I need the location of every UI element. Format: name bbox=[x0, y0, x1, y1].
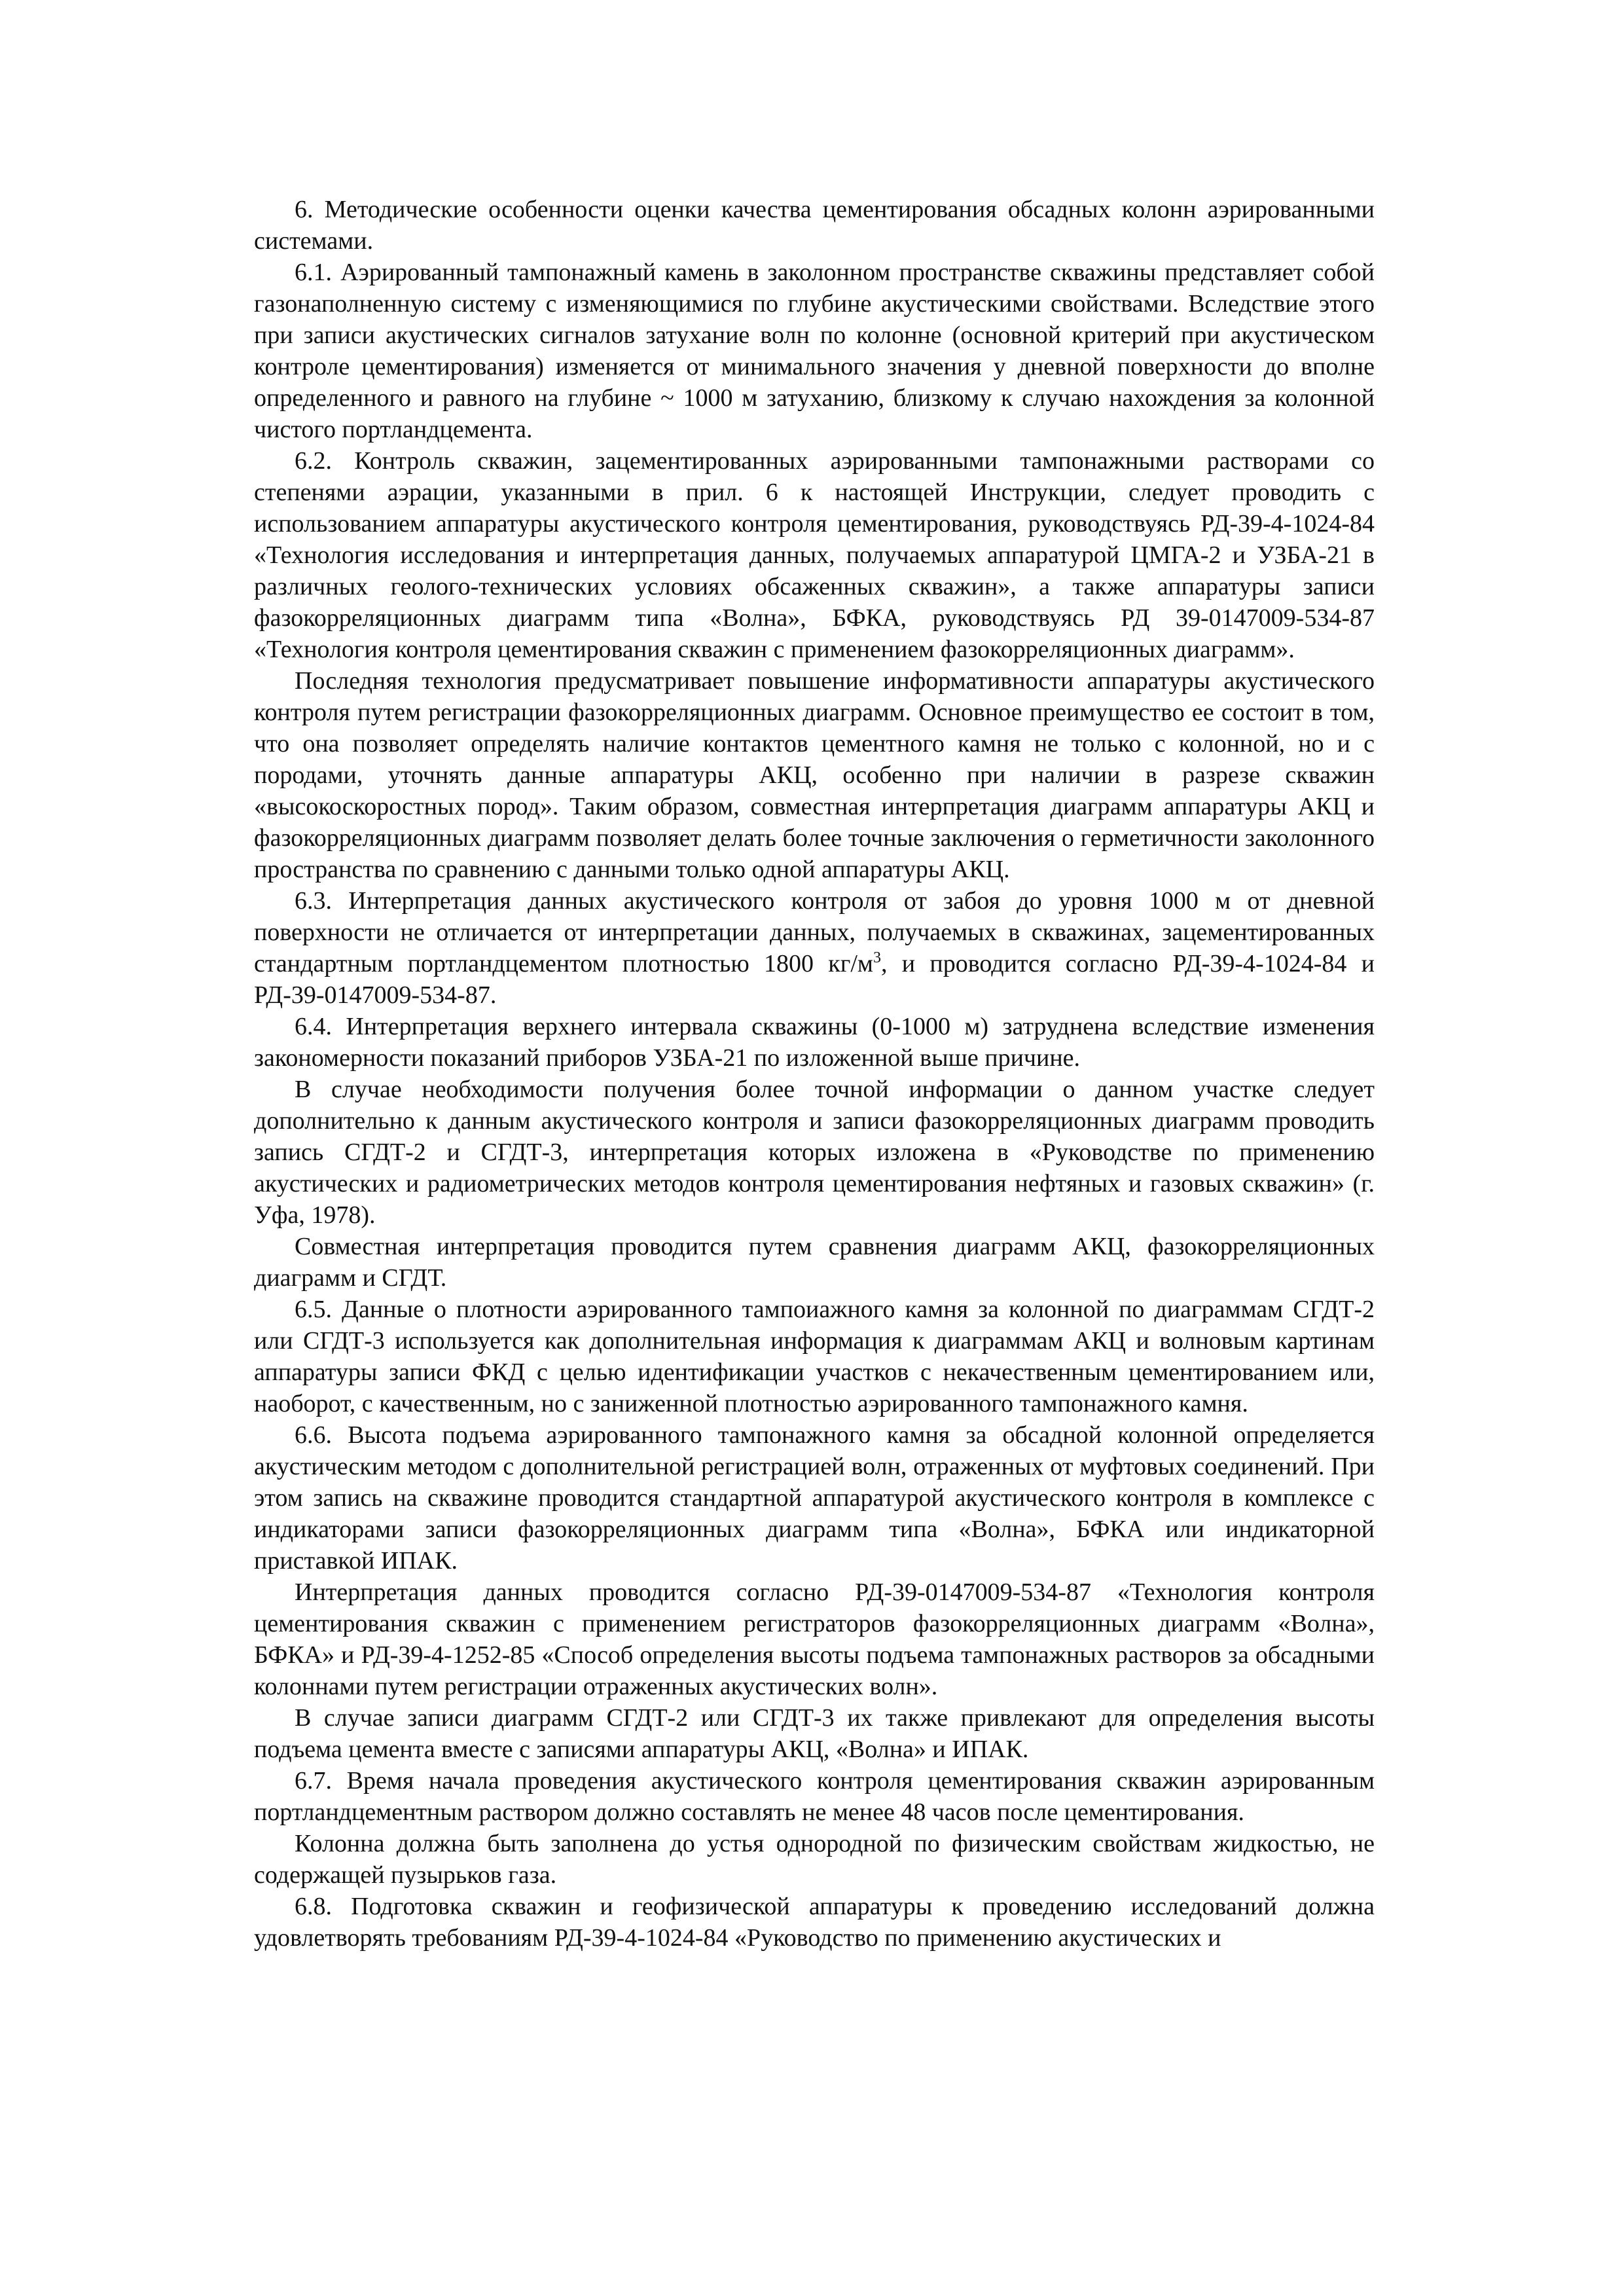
paragraph-6-6-sgdt: В случае записи диаграмм СГДТ-2 или СГДТ-3 их также привлекают для определения высоты подъема цемента вместе с записями аппаратуры АКЦ, «Волна» и ИПАК. bbox=[254, 1704, 1375, 1763]
paragraph-6-3-text-end: , и проводится согласно РД-39-4-1024-84 и РД-39-0147009-534-87. bbox=[254, 950, 1375, 1009]
paragraph-6-3-text: 6.3. Интерпретация данных акустического контроля от забоя до уровня 1000 м от дневной поверхности не отличается от интерпретации данных, получаемых в скважинах, зацементированных стандартным портландцементом плотностью 1800 кг/м bbox=[254, 887, 1375, 977]
paragraph-6-7: 6.7. Время начала проведения акустического контроля цементирования скважин аэрированным портландцементным раствором должно составлять не менее 48 часов после цементирования. bbox=[254, 1767, 1375, 1826]
paragraph-section-6-title: 6. Методические особенности оценки качества цементирования обсадных колонн аэрированными системами. bbox=[254, 196, 1375, 255]
paragraph-6-7-column: Колонна должна быть заполнена до устья однородной по физическим свойствам жидкостью, не содержащей пузырьков газа. bbox=[254, 1830, 1375, 1889]
paragraph-6-3 bbox=[254, 885, 1375, 1011]
document-page bbox=[254, 194, 1375, 1954]
paragraph-6-6: 6.6. Высота подъема аэрированного тампонажного камня за обсадной колонной определяется акустическим методом с дополнительной регистрацией волн, отраженных от муфтовых соединений. При этом запись на скважине проводится стандартной аппаратурой акустического контроля в комплексе с индикаторами записи фазокорреляционных диаграмм типа «Волна», БФКА или индикаторной приставкой ИПАК. bbox=[254, 1421, 1375, 1575]
paragraph-6-5: 6.5. Данные о плотности аэрированного тампоиажного камня за колонной по диаграммам СГДТ-2 или СГДТ-3 используется как дополнительная информация к диаграммам АКЦ и волновым картинам аппаратуры записи ФКД с целью идентификации участков с некачественным цементированием или, наоборот, с качественным, но с заниженной плотностью аэрированного тампонажного камня. bbox=[254, 1296, 1375, 1417]
paragraph-6-4: 6.4. Интерпретация верхнего интервала скважины (0-1000 м) затруднена вследствие изменения закономерности показаний приборов УЗБА-21 по изложенной выше причине. bbox=[254, 1013, 1375, 1072]
paragraph-6-4-continued: В случае необходимости получения более точной информации о данном участке следует дополнительно к данным акустического контроля и записи фазокорреляционных диаграмм проводить запись СГДТ-2 и СГДТ-3, интерпретация которых изложена в «Руководстве по применению акустических и радиометрических методов контроля цементирования нефтяных и газовых скважин» (г. Уфа, 1978). bbox=[254, 1076, 1375, 1229]
paragraph-6-6-interpretation: Интерпретация данных проводится согласно РД-39-0147009-534-87 «Технология контроля цементирования скважин с применением регистраторов фазокорреляционных диаграмм «Волна», БФКА» и РД-39-4-1252-85 «Способ определения высоты подъема тампонажных растворов за обсадными колоннами путем регистрации отраженных акустических волн». bbox=[254, 1578, 1375, 1700]
paragraph-6-4-joint: Совместная интерпретация проводится путем сравнения диаграмм АКЦ, фазокорреляционных диаграмм и СГДТ. bbox=[254, 1233, 1375, 1292]
paragraph-6-2-continued: Последняя технология предусматривает повышение информативности аппаратуры акустического контроля путем регистрации фазокорреляционных диаграмм. Основное преимущество ее состоит в том, что она позволяет определять наличие контактов цементного камня не только с колонной, но и с породами, уточнять данные аппаратуры АКЦ, особенно при наличии в разрезе скважин «высокоскоростных пород». Таким образом, совместная интерпретация диаграмм аппаратуры АКЦ и фазокорреляционных диаграмм позволяет делать более точные заключения о герметичности заколонного пространства по сравнению с данными только одной аппаратуры АКЦ. bbox=[254, 667, 1375, 883]
paragraph-6-1: 6.1. Аэрированный тампонажный камень в заколонном пространстве скважины представляет собой газонаполненную систему с изменяющимися по глубине акустическими свойствами. Вследствие этого при записи акустических сигналов затухание волн по колонне (основной критерий при акустическом контроле цементирования) изменяется от минимального значения у дневной поверхности до вполне определенного и равного на глубине ~ 1000 м затуханию, близкому к случаю нахождения за колонной чистого портландцемента. bbox=[254, 259, 1375, 443]
paragraph-6-8: 6.8. Подготовка скважин и геофизической аппаратуры к проведению исследований должна удовлетворять требованиям РД-39-4-1024-84 «Руководство по применению акустических и bbox=[254, 1893, 1375, 1952]
paragraph-6-2: 6.2. Контроль скважин, зацементированных аэрированными тампонажными растворами со степенями аэрации, указанными в прил. 6 к настоящей Инструкции, следует проводить с использованием аппаратуры акустического контроля цементирования, руководствуясь РД-39-4-1024-84 «Технология исследования и интерпретация данных, получаемых аппаратурой ЦМГА-2 и УЗБА-21 в различных геолого-технических условиях обсаженных скважин», а также аппаратуры записи фазокорреляционных диаграмм типа «Волна», БФКА, руководствуясь РД 39-0147009-534-87 «Технология контроля цементирования скважин с применением фазокорреляционных диаграмм». bbox=[254, 447, 1375, 663]
superscript-cubic: 3 bbox=[873, 949, 881, 966]
